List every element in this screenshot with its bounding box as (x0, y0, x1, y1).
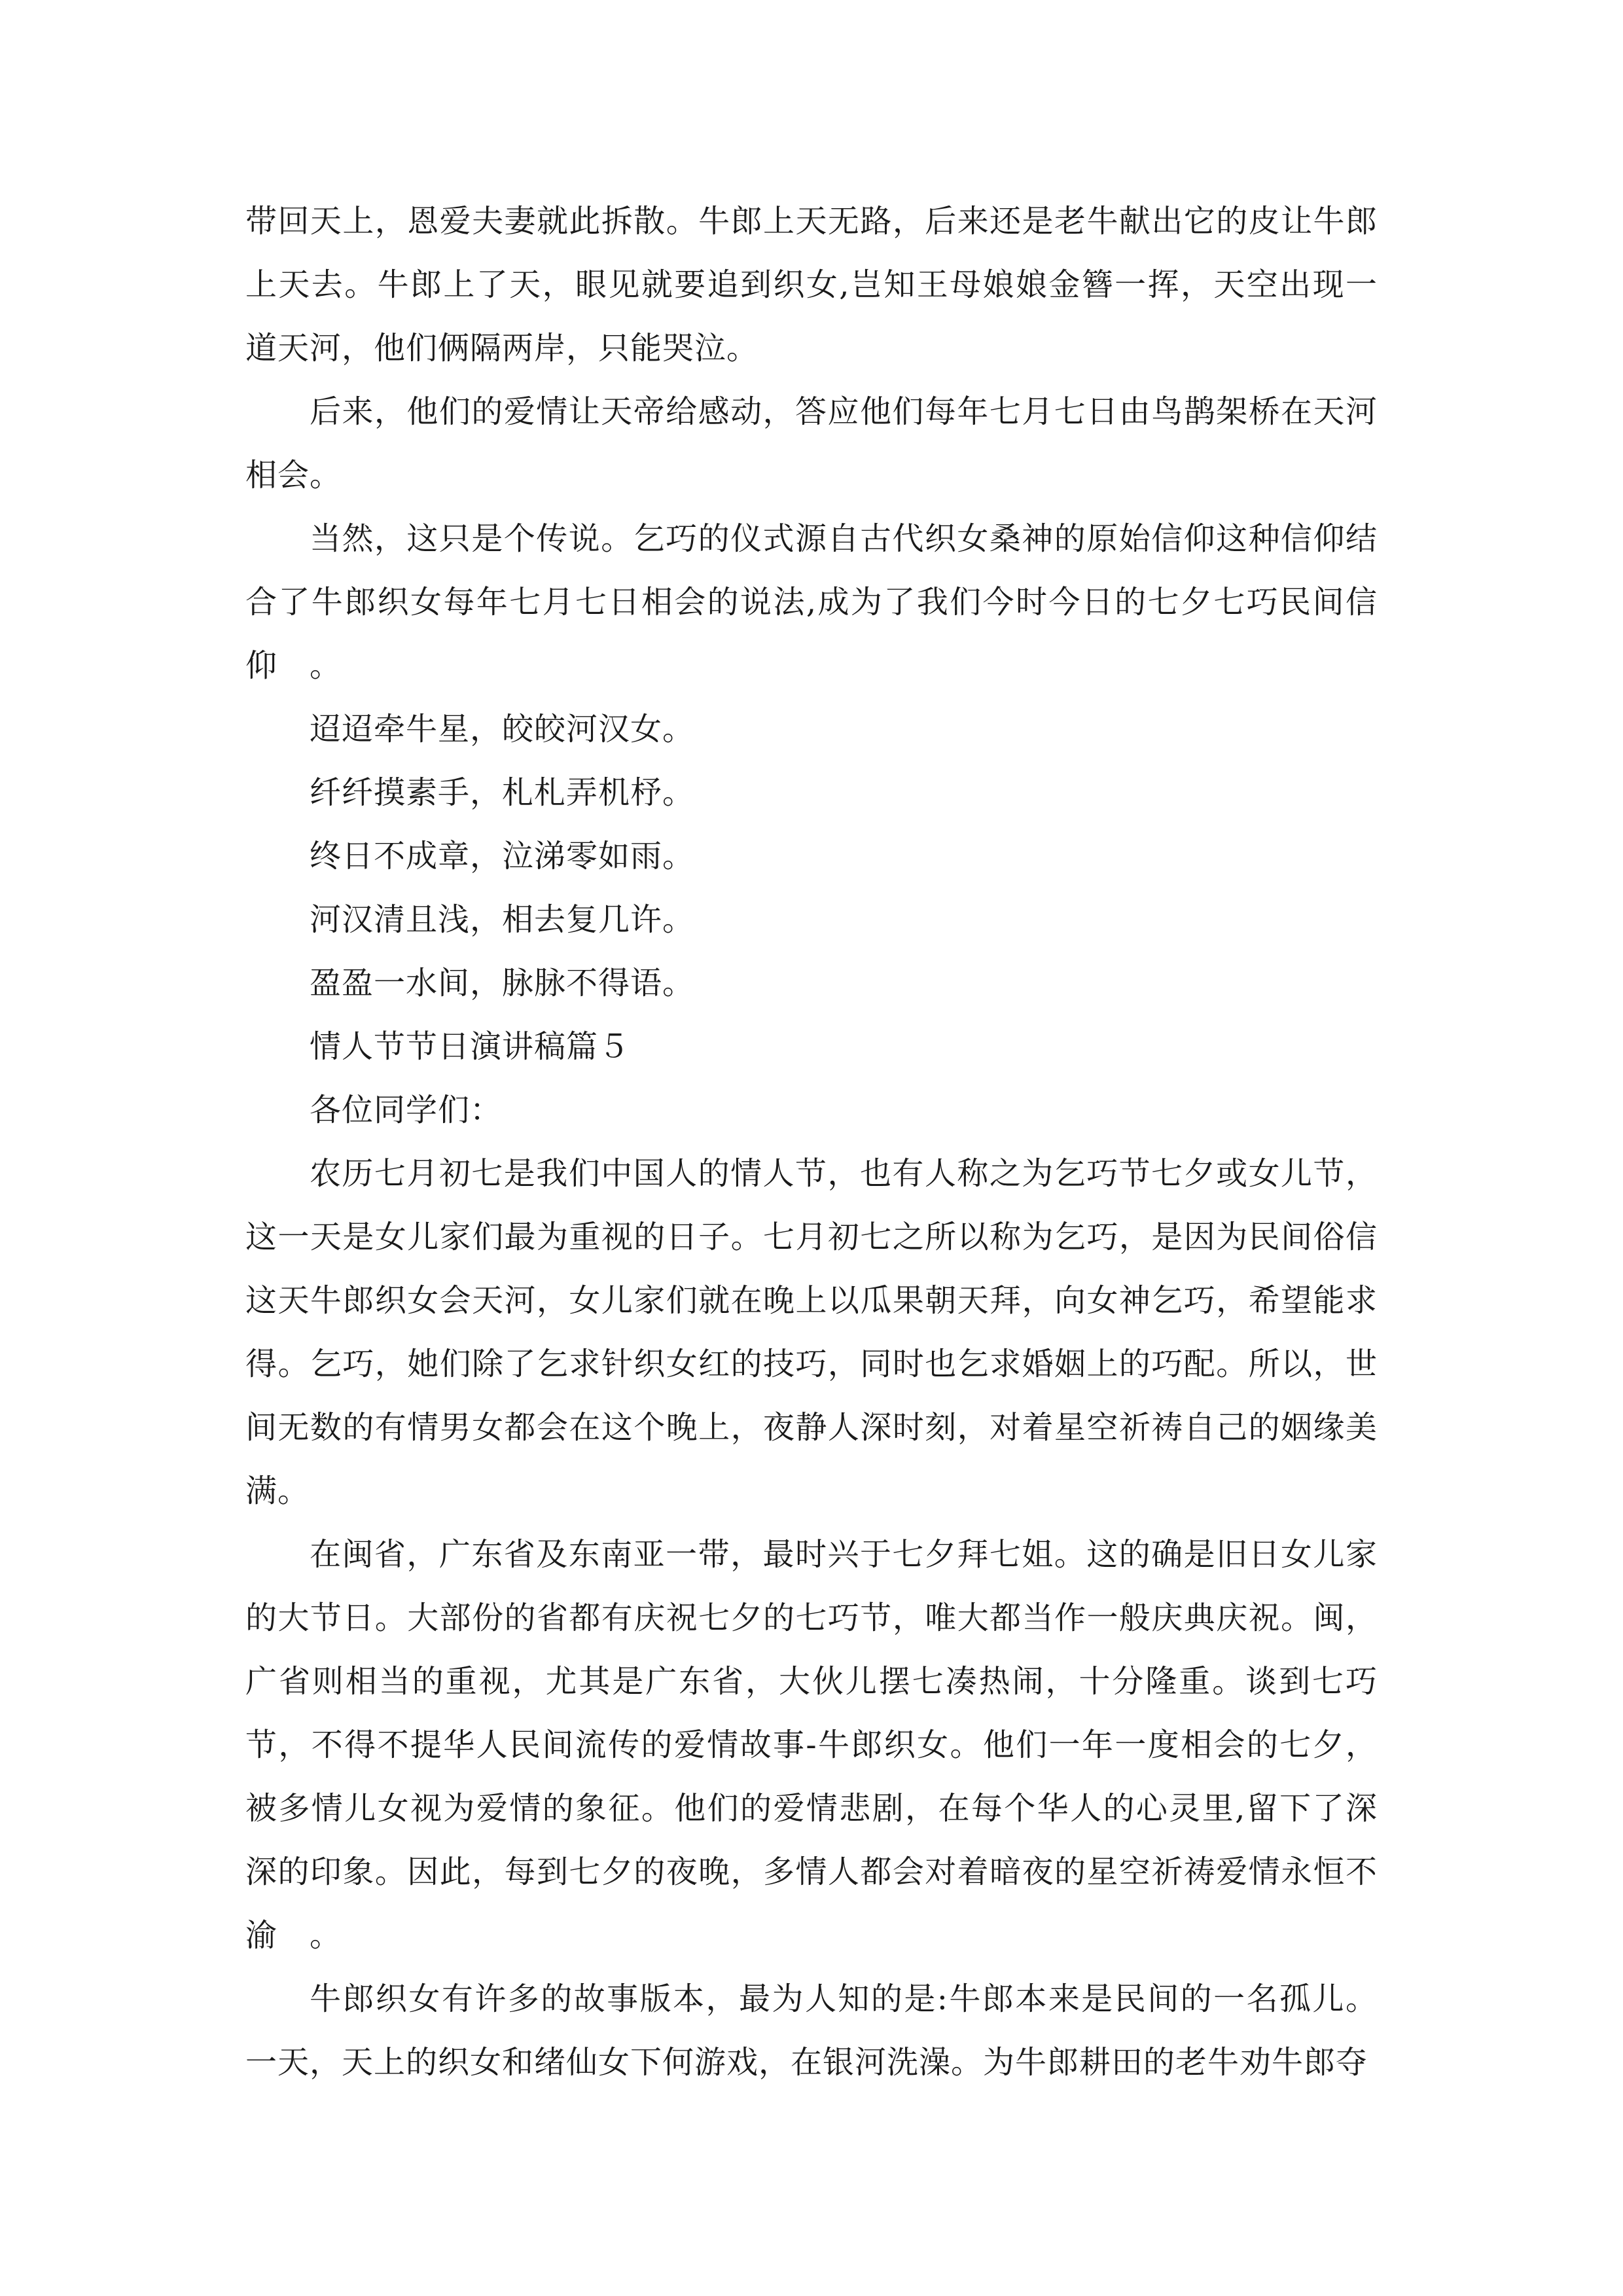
paragraph-story-continued: 带回天上，恩爱夫妻就此拆散。牛郎上天无路，后来还是老牛献出它的皮让牛郎上天去。牛郎上了天，眼见就要追到织女,岂知王母娘娘金簪一挥，天空出现一道天河，他们俩隔两岸，只能哭泣。 (245, 203, 1378, 367)
poem-line-4: 河汉清且浅，相去复几许。 (310, 901, 695, 938)
paragraph-story-versions: 牛郎织女有许多的故事版本，最为人知的是:牛郎本来是民间的一名孤儿。一天，天上的织女和绪仙女下何游戏，在银河洗澡。为牛郎耕田的老牛劝牛郎夺 (245, 1981, 1378, 2081)
poem-line-2: 纤纤摸素手，札札弄机杼。 (310, 774, 695, 811)
poem-line-5: 盈盈一水间，脉脉不得语。 (310, 965, 695, 1001)
paragraph-qixi-intro: 农历七月初七是我们中国人的情人节，也有人称之为乞巧节七夕或女儿节，这一天是女儿家们最为重视的日子。七月初七之所以称为乞巧，是因为民间俗信这天牛郎织女会天河，女儿家们就在晚上以瓜果朝天拜，向女神乞巧，希望能求得。乞巧，她们除了乞求针织女红的技巧，同时也乞求婚姻上的巧配。所以，世间无数的有情男女都会在这个晚上，夜静人深时刻，对着星空祈祷自己的姻缘美满。 (245, 1155, 1378, 1509)
document-body (245, 190, 1378, 2094)
section-heading: 情人节节日演讲稿篇５ (310, 1028, 631, 1065)
poem-line-1: 迢迢牵牛星，皎皎河汉女。 (310, 711, 695, 747)
poem-line-3: 终日不成章，泣涕零如雨。 (310, 838, 695, 874)
paragraph-legend-origin: 当然，这只是个传说。乞巧的仪式源自古代织女桑神的原始信仰这种信仰结合了牛郎织女每年七月七日相会的说法,成为了我们今时今日的七夕七巧民间信仰 。 (245, 520, 1378, 684)
salutation: 各位同学们： (310, 1092, 503, 1128)
paragraph-emperor-moved: 后来，他们的爱情让天帝给感动，答应他们每年七月七日由鸟鹊架桥在天河相会。 (245, 393, 1378, 493)
paragraph-regional-customs: 在闽省，广东省及东南亚一带，最时兴于七夕拜七姐。这的确是旧日女儿家的大节日。大部份的省都有庆祝七夕的七巧节，唯大都当作一般庆典庆祝。闽，广省则相当的重视，尤其是广东省，大伙儿摆七凑热闹，十分隆重。谈到七巧节，不得不提华人民间流传的爱情故事-牛郎织女。他们一年一度相会的七夕，被多情儿女视为爱情的象征。他们的爱情悲剧，在每个华人的心灵里,留下了深深的印象。因此，每到七夕的夜晚，多情人都会对着暗夜的星空祈祷爱情永恒不渝 。 (245, 1536, 1378, 1954)
